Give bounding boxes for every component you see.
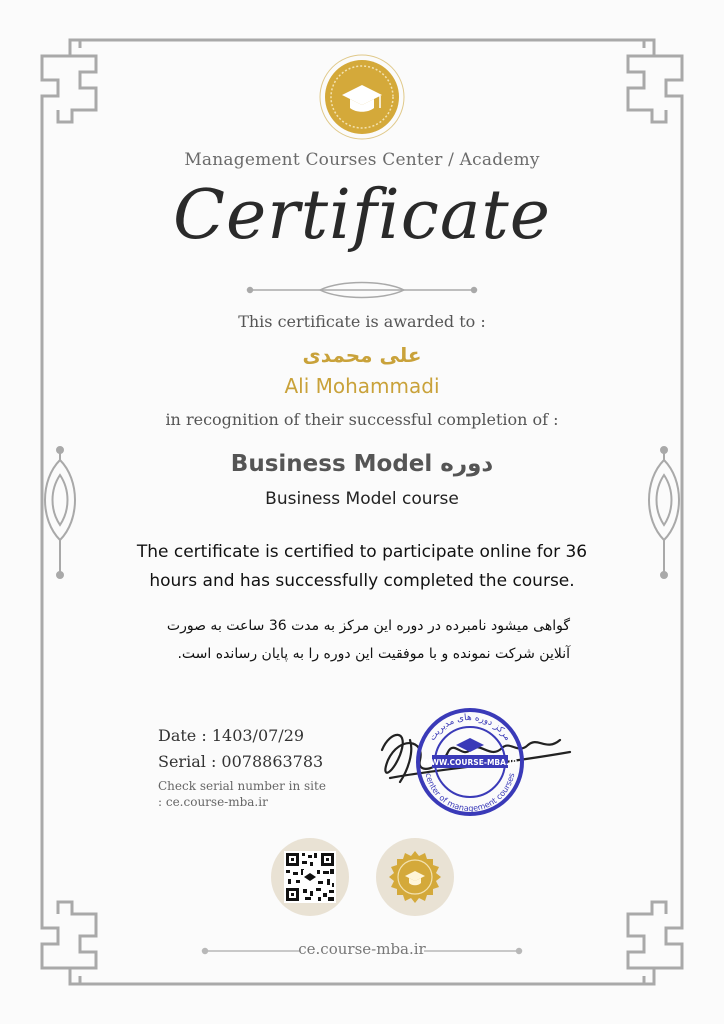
qr-code-icon — [270, 837, 350, 917]
course-name-fa: Business Model دوره — [230, 451, 494, 477]
recipient-name-fa: علی محمدی — [302, 343, 422, 367]
issue-date: Date : 1403/07/29 — [158, 726, 305, 745]
corner-ornament-top-right — [614, 40, 682, 135]
stamp-bottom-text: center of management courses — [423, 772, 517, 814]
recipient-name-en: Ali Mohammadi — [284, 374, 440, 398]
serial-number: Serial : 0078863783 — [158, 752, 324, 771]
title-divider — [248, 283, 477, 298]
gold-seal-icon — [375, 837, 455, 917]
course-name-en: Business Model course — [265, 489, 459, 509]
statement-fa: گواهی میشود نامبرده در دوره این مرکز به مدت 36 ساعت به صورت آنلاین شرکت نمونده و با موفقیت این دوره را به پایان رسانده است. — [166, 618, 570, 662]
corner-ornament-bottom-right — [614, 889, 682, 984]
signature-stamp-area — [370, 700, 590, 830]
academy-name: Management Courses Center / Academy — [184, 150, 540, 170]
graduation-cap-icon — [320, 55, 404, 139]
statement-en: The certificate is certified to participate online for 36 hours and has successfully completed the course. — [136, 542, 588, 591]
corner-ornament-top-left — [42, 40, 110, 135]
recognition-label: in recognition of their successful completion of : — [165, 410, 559, 429]
corner-ornament-bottom-left — [42, 889, 110, 984]
stamp-top-text: مرکز دوره های مدیریت — [427, 712, 513, 743]
official-stamp — [418, 710, 522, 814]
serial-check-note: Check serial number in site : ce.course-mba.ir — [158, 779, 326, 809]
awarded-to-label: This certificate is awarded to : — [238, 312, 486, 331]
footer-website[interactable]: ce.course-mba.ir — [298, 940, 426, 958]
stamp-url-text: WWW.COURSE-MBA.IR — [422, 758, 518, 767]
certificate-title: Certificate — [173, 176, 551, 255]
